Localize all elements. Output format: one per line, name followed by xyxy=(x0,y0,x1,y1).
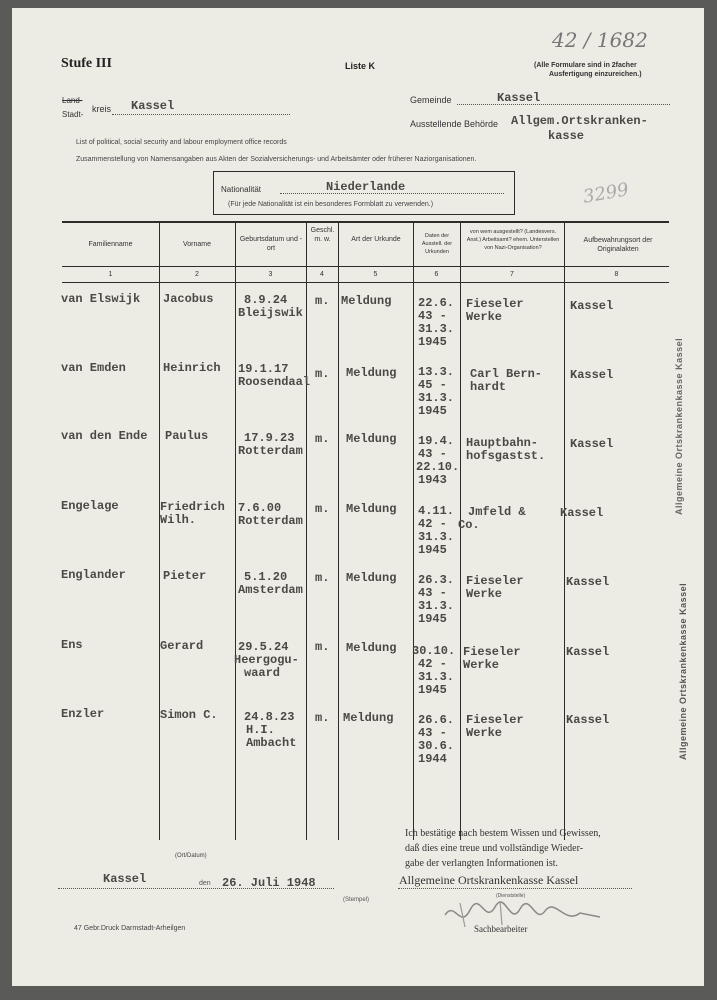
row-issuer-2: Werke xyxy=(466,726,503,740)
col-header-5: Art der Urkunde xyxy=(351,236,401,243)
certification-line-1: Ich bestätige nach bestem Wissen und Gewissen, xyxy=(405,828,601,839)
footer-place: Kassel xyxy=(103,872,147,886)
margin-mark: 3299 xyxy=(581,179,631,208)
row-given: Gerard xyxy=(160,639,204,653)
behoerde-value-1: Allgem.Ortskranken- xyxy=(511,114,648,128)
row-doc: Meldung xyxy=(346,641,397,655)
row-date-1: 26.6. xyxy=(418,713,455,727)
row-birth-date: 8.9.24 xyxy=(244,293,288,307)
row-date-4: 1945 xyxy=(418,404,447,418)
col-num-7: 7 xyxy=(510,271,514,278)
certification-line-2: daß dies eine treue und vollständige Wieder- xyxy=(405,843,584,854)
row-date-4: 1945 xyxy=(418,683,447,697)
col-divider-1 xyxy=(159,222,160,840)
row-birth-place: H.I. xyxy=(246,723,275,737)
row-sex: m. xyxy=(315,367,330,381)
row-birth-place: Heergogu- xyxy=(234,653,299,667)
kreis-value: Kassel xyxy=(131,99,175,113)
row-doc: Meldung xyxy=(341,294,392,308)
kreis-line xyxy=(112,114,290,115)
row-doc: Meldung xyxy=(346,502,397,516)
row-birth-place: Rotterdam xyxy=(238,444,303,458)
row-issuer-1: Fieseler xyxy=(466,297,524,311)
row-date-4: 1944 xyxy=(418,752,447,766)
row-sex: m. xyxy=(315,294,330,308)
table-top-line xyxy=(62,221,669,223)
row-family: Englander xyxy=(61,568,126,582)
col-divider-2 xyxy=(235,222,236,840)
row-birth-place: Bleijswik xyxy=(238,306,303,320)
row-birth-place-2: Ambacht xyxy=(246,736,297,750)
row-issuer-2: hardt xyxy=(470,380,507,394)
row-sex: m. xyxy=(315,711,330,725)
footer-date: 26. Juli 1948 xyxy=(222,876,316,890)
row-birth-place-2: waard xyxy=(244,666,281,680)
row-birth-date: 5.1.20 xyxy=(244,570,288,584)
row-place: Kassel xyxy=(570,437,614,451)
row-doc: Meldung xyxy=(346,571,397,585)
row-family: van Emden xyxy=(61,361,126,375)
row-date-3: 31.3. xyxy=(418,599,455,613)
behoerde-label: Ausstellende Behörde xyxy=(410,119,499,129)
row-place: Kassel xyxy=(566,713,610,727)
row-date-2: 43 - xyxy=(418,309,447,323)
table-header-line xyxy=(62,266,669,267)
col-header-8: Aufbewahrungsort der Originalakten xyxy=(583,237,653,253)
row-given: Simon C. xyxy=(160,708,218,722)
row-date-2: 42 - xyxy=(418,517,447,531)
printer-imprint: 47 Gebr.Druck Darmstadt-Arheilgen xyxy=(74,925,186,932)
den-label: den xyxy=(199,880,211,887)
row-sex: m. xyxy=(315,502,330,516)
col-num-4: 4 xyxy=(320,271,324,278)
row-date-2: 45 - xyxy=(418,378,447,392)
nationality-note: (Für jede Nationalität ist ein besonderes Formblatt zu verwenden.) xyxy=(228,201,434,208)
col-num-3: 3 xyxy=(268,271,273,278)
row-issuer-1: Hauptbahn- xyxy=(466,436,539,450)
row-birth-date: 29.5.24 xyxy=(238,640,289,654)
row-issuer-1: Carl Bern- xyxy=(470,367,543,381)
col-header-4: Geschl. m. w. xyxy=(310,227,335,243)
row-sex: m. xyxy=(315,571,330,585)
col-num-2: 2 xyxy=(195,271,199,278)
row-date-4: 1943 xyxy=(418,473,447,487)
row-birth-date: 7.6.00 xyxy=(238,501,282,515)
row-family: van den Ende xyxy=(61,429,148,443)
row-date-2: 43 - xyxy=(418,586,447,600)
stadt-label: Stadt- xyxy=(62,110,84,119)
row-doc: Meldung xyxy=(343,711,394,725)
row-given: Jacobus xyxy=(163,292,214,306)
row-given-2: Wilh. xyxy=(160,513,197,527)
row-date-4: 1945 xyxy=(418,335,447,349)
row-place: Kassel xyxy=(570,368,614,382)
gemeinde-value: Kassel xyxy=(497,91,541,105)
row-given: Paulus xyxy=(165,429,209,443)
col-header-2: Vorname xyxy=(182,241,212,248)
col-num-1: 1 xyxy=(108,271,113,278)
row-place: Kassel xyxy=(566,575,610,589)
row-issuer-1: Fieseler xyxy=(463,645,521,659)
row-doc: Meldung xyxy=(346,432,397,446)
row-issuer-1: Jmfeld & xyxy=(468,505,526,519)
row-date-4: 1945 xyxy=(418,612,447,626)
row-date-1: 19.4. xyxy=(418,434,455,448)
english-description: List of political, social security and labour employment office records xyxy=(76,139,287,146)
kreis-label: kreis xyxy=(92,104,112,114)
col-divider-5 xyxy=(413,222,414,840)
document-page xyxy=(12,8,704,986)
row-date-2: 42 - xyxy=(418,657,447,671)
col-num-5: 5 xyxy=(373,271,378,278)
stempel-label: (Stempel) xyxy=(343,897,370,903)
row-date-1: 26.3. xyxy=(418,573,455,587)
footer-date-line xyxy=(58,888,334,889)
col-header-3: Geburtsdatum und -ort xyxy=(239,236,303,252)
row-birth-date: 19.1.17 xyxy=(238,362,289,376)
institution-line xyxy=(398,888,632,889)
row-date-3: 22.10. xyxy=(416,460,460,474)
stufe-label: Stufe III xyxy=(61,56,112,71)
row-issuer-1: Fieseler xyxy=(466,574,524,588)
row-date-4: 1945 xyxy=(418,543,447,557)
sachbearbeiter-label: Sachbearbeiter xyxy=(474,924,528,934)
row-birth-place: Amsterdam xyxy=(238,583,303,597)
formular-note-1: (Alle Formulare sind in 2facher xyxy=(534,62,637,69)
col-num-8: 8 xyxy=(614,271,619,278)
row-date-2: 43 - xyxy=(418,447,447,461)
row-date-3: 31.3. xyxy=(418,391,455,405)
row-family: Enzler xyxy=(61,707,105,721)
row-doc: Meldung xyxy=(346,366,397,380)
side-stamp-1: Allgemeine Ortskrankenkasse Kassel xyxy=(674,337,684,515)
row-date-3: 31.3. xyxy=(418,530,455,544)
row-family: Engelage xyxy=(61,499,119,513)
gemeinde-line xyxy=(457,104,670,105)
institution-stamp: Allgemeine Ortskrankenkasse Kassel xyxy=(399,873,579,887)
row-date-2: 43 - xyxy=(418,726,447,740)
col-divider-4 xyxy=(338,222,339,840)
col-header-6: Daten der Ausstell. der Urkunden xyxy=(421,233,453,255)
row-given: Friedrich xyxy=(160,500,225,514)
table-num-line xyxy=(62,282,669,283)
formular-note-2: Ausfertigung einzureichen.) xyxy=(549,71,642,78)
row-date-1: 30.10. xyxy=(412,644,456,658)
row-family: Ens xyxy=(61,638,83,652)
row-date-3: 31.3. xyxy=(418,670,455,684)
row-birth-date: 17.9.23 xyxy=(244,431,295,445)
nationality-line xyxy=(280,193,504,194)
row-place: Kassel xyxy=(570,299,614,313)
gemeinde-label: Gemeinde xyxy=(410,95,452,105)
row-issuer-2: Werke xyxy=(463,658,500,672)
row-place: Kassel xyxy=(560,506,604,520)
row-given: Heinrich xyxy=(163,361,221,375)
row-issuer-2: Co. xyxy=(458,518,480,532)
ort-datum-label: (Ort/Datum) xyxy=(175,853,207,859)
col-divider-3 xyxy=(306,222,307,840)
side-stamp-2: Allgemeine Ortskrankenkasse Kassel xyxy=(678,582,688,760)
row-issuer-2: Werke xyxy=(466,310,503,324)
row-date-1: 13.3. xyxy=(418,365,455,379)
row-place: Kassel xyxy=(566,645,610,659)
col-divider-7 xyxy=(564,222,565,840)
row-given: Pieter xyxy=(163,569,207,583)
row-issuer-1: Fieseler xyxy=(466,713,524,727)
row-issuer-2: hofsgastst. xyxy=(466,449,546,463)
row-date-3: 31.3. xyxy=(418,322,455,336)
archive-number: 42 / 1682 xyxy=(552,28,648,52)
col-header-7: von wem ausgestellt? (Landesvers. Anst.) Arbeitsamt? ehem. Unterstellen von Nazi-Organisation? xyxy=(466,229,560,251)
nationality-label: Nationalität xyxy=(221,185,262,194)
row-family: van Elswijk xyxy=(61,292,141,306)
land-label: Land- xyxy=(62,96,83,105)
liste-label: Liste K xyxy=(345,61,376,71)
german-description: Zusammenstellung von Namensangaben aus Akten der Sozialversicherungs- und Arbeitsämter oder früherer Naziorganisationen. xyxy=(76,156,477,163)
nationality-value: Niederlande xyxy=(326,180,406,194)
row-birth-place: Rotterdam xyxy=(238,514,303,528)
col-num-6: 6 xyxy=(434,271,439,278)
row-sex: m. xyxy=(315,640,330,654)
row-date-1: 4.11. xyxy=(418,504,455,518)
col-header-1: Familienname xyxy=(88,241,133,248)
row-date-1: 22.6. xyxy=(418,296,455,310)
row-birth-place: Roosendaal xyxy=(238,375,311,389)
row-issuer-2: Werke xyxy=(466,587,503,601)
row-sex: m. xyxy=(315,432,330,446)
row-date-3: 30.6. xyxy=(418,739,455,753)
dienststelle-label: (Dienststelle) xyxy=(496,893,526,899)
certification-line-3: gabe der verlangten Informationen ist. xyxy=(405,858,558,869)
row-birth-date: 24.8.23 xyxy=(244,710,295,724)
behoerde-value-2: kasse xyxy=(548,129,585,143)
